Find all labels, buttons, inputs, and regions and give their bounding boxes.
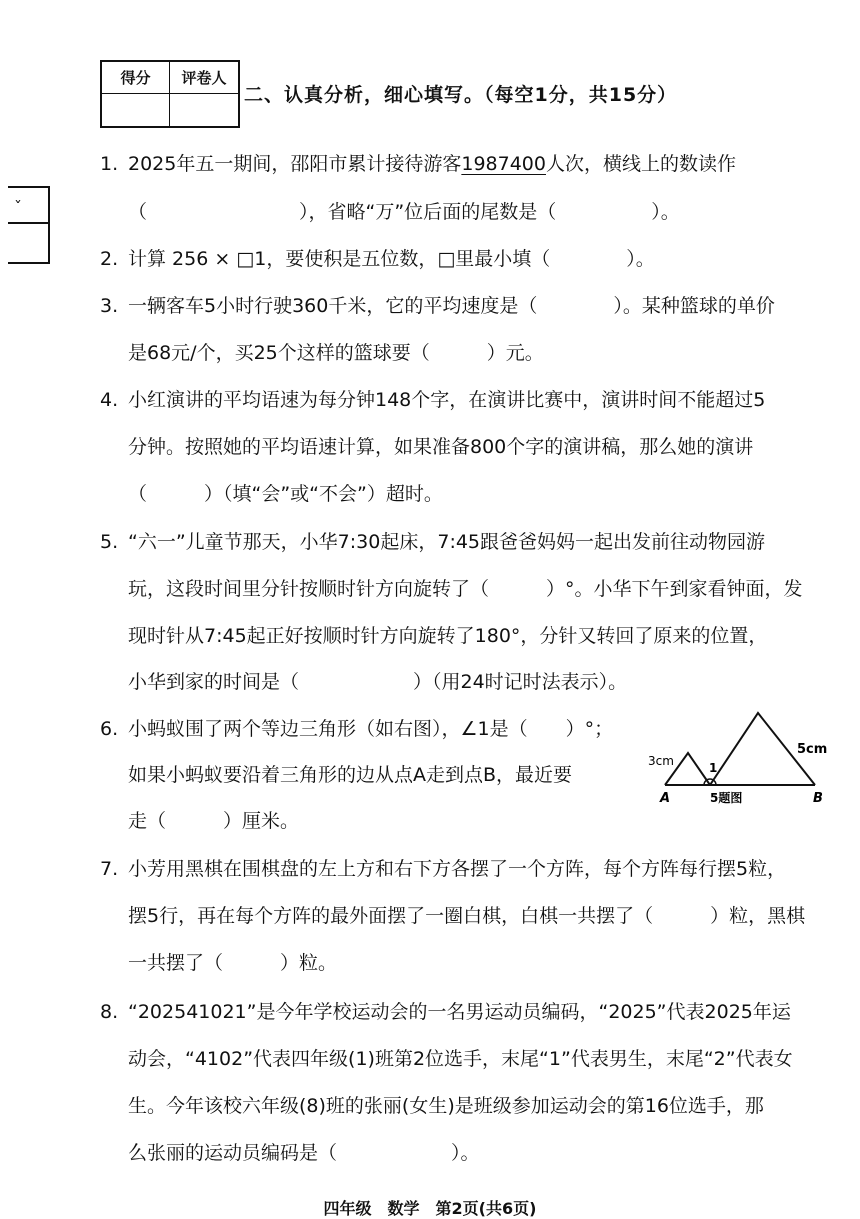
question-4-line-3: （ ）（填“会”或“不会”）超时。: [128, 483, 443, 505]
grader-header: 评卷人: [170, 62, 238, 94]
point-a-label: A: [660, 791, 671, 806]
question-4-line-2: 分钟。按照她的平均语速计算，如果准备800个字的演讲稿，那么她的演讲: [128, 436, 754, 458]
score-field[interactable]: [102, 94, 170, 126]
check-mark-icon: ˇ: [14, 198, 22, 217]
question-7-line-2: 摆5行，再在每个方阵的最外面摆了一圈白棋，白棋一共摆了（ ）粒，黑棋: [128, 905, 806, 927]
question-1-line-1: 1. 2025年五一期间，邵阳市累计接待游客1987400人次，横线上的数读作: [100, 153, 736, 175]
question-8-line-4: 么张丽的运动员编码是（ ）。: [128, 1142, 480, 1164]
question-4-line-1: 4. 小红演讲的平均语速为每分钟148个字，在演讲比赛中，演讲时间不能超过5: [100, 389, 766, 411]
score-table: [100, 60, 240, 128]
question-5-line-3: 现时针从7:45起正好按顺时针方向旋转了180°，分针又转回了原来的位置，: [128, 625, 768, 647]
question-5-line-2: 玩，这段时间里分针按顺时针方向旋转了（ ）°。小华下午到家看钟面，发: [128, 578, 803, 600]
label-3cm: 3cm: [648, 754, 674, 768]
figure-caption: 5题图: [710, 791, 743, 805]
triangle-figure: [640, 705, 850, 815]
angle-1-label: 1: [709, 761, 718, 775]
question-6-line-2: 如果小蚂蚁要沿着三角形的边从点A走到点B，最近要: [128, 764, 573, 786]
grader-field[interactable]: [170, 94, 238, 126]
question-1-line-2: （ ），省略“万”位后面的尾数是（ ）。: [128, 201, 680, 223]
question-8-line-3: 生。今年该校六年级(8)班的张丽(女生)是班级参加运动会的第16位选手，那: [128, 1095, 764, 1117]
section-title: 二、认真分析，细心填写。（每空1分，共15分）: [244, 84, 678, 106]
question-2: 2. 计算 256 × □1，要使积是五位数，□里最小填（ ）。: [100, 248, 655, 270]
score-header: 得分: [102, 62, 170, 94]
question-7-line-3: 一共摆了（ ）粒。: [128, 952, 338, 974]
question-5-line-1: 5. “六一”儿童节那天，小华7:30起床，7:45跟爸爸妈妈一起出发前往动物园游: [100, 531, 766, 553]
page-footer: 四年级 数学 第2页(共6页): [323, 1199, 537, 1218]
question-6-line-1: 6. 小蚂蚁围了两个等边三角形（如右图），∠1是（ ）°；: [100, 718, 614, 740]
label-5cm: 5cm: [797, 742, 828, 757]
point-b-label: B: [813, 791, 823, 806]
margin-bracket: [8, 186, 50, 264]
question-3-line-1: 3. 一辆客车5小时行驶360千米，它的平均速度是（ ）。某种篮球的单价: [100, 295, 775, 317]
question-8-line-2: 动会，“4102”代表四年级(1)班第2位选手，末尾“1”代表男生，末尾“2”代表女: [128, 1048, 793, 1070]
question-3-line-2: 是68元/个，买25个这样的篮球要（ ）元。: [128, 342, 544, 364]
question-6-line-3: 走（ ）厘米。: [128, 810, 300, 832]
question-8-line-1: 8. “202541021”是今年学校运动会的一名男运动员编码，“2025”代表2025年运: [100, 1001, 791, 1023]
question-7-line-1: 7. 小芳用黑棋在围棋盘的左上方和右下方各摆了一个方阵，每个方阵每行摆5粒，: [100, 858, 787, 880]
question-5-line-4: 小华到家的时间是（ ）（用24时记时法表示）。: [128, 671, 628, 693]
